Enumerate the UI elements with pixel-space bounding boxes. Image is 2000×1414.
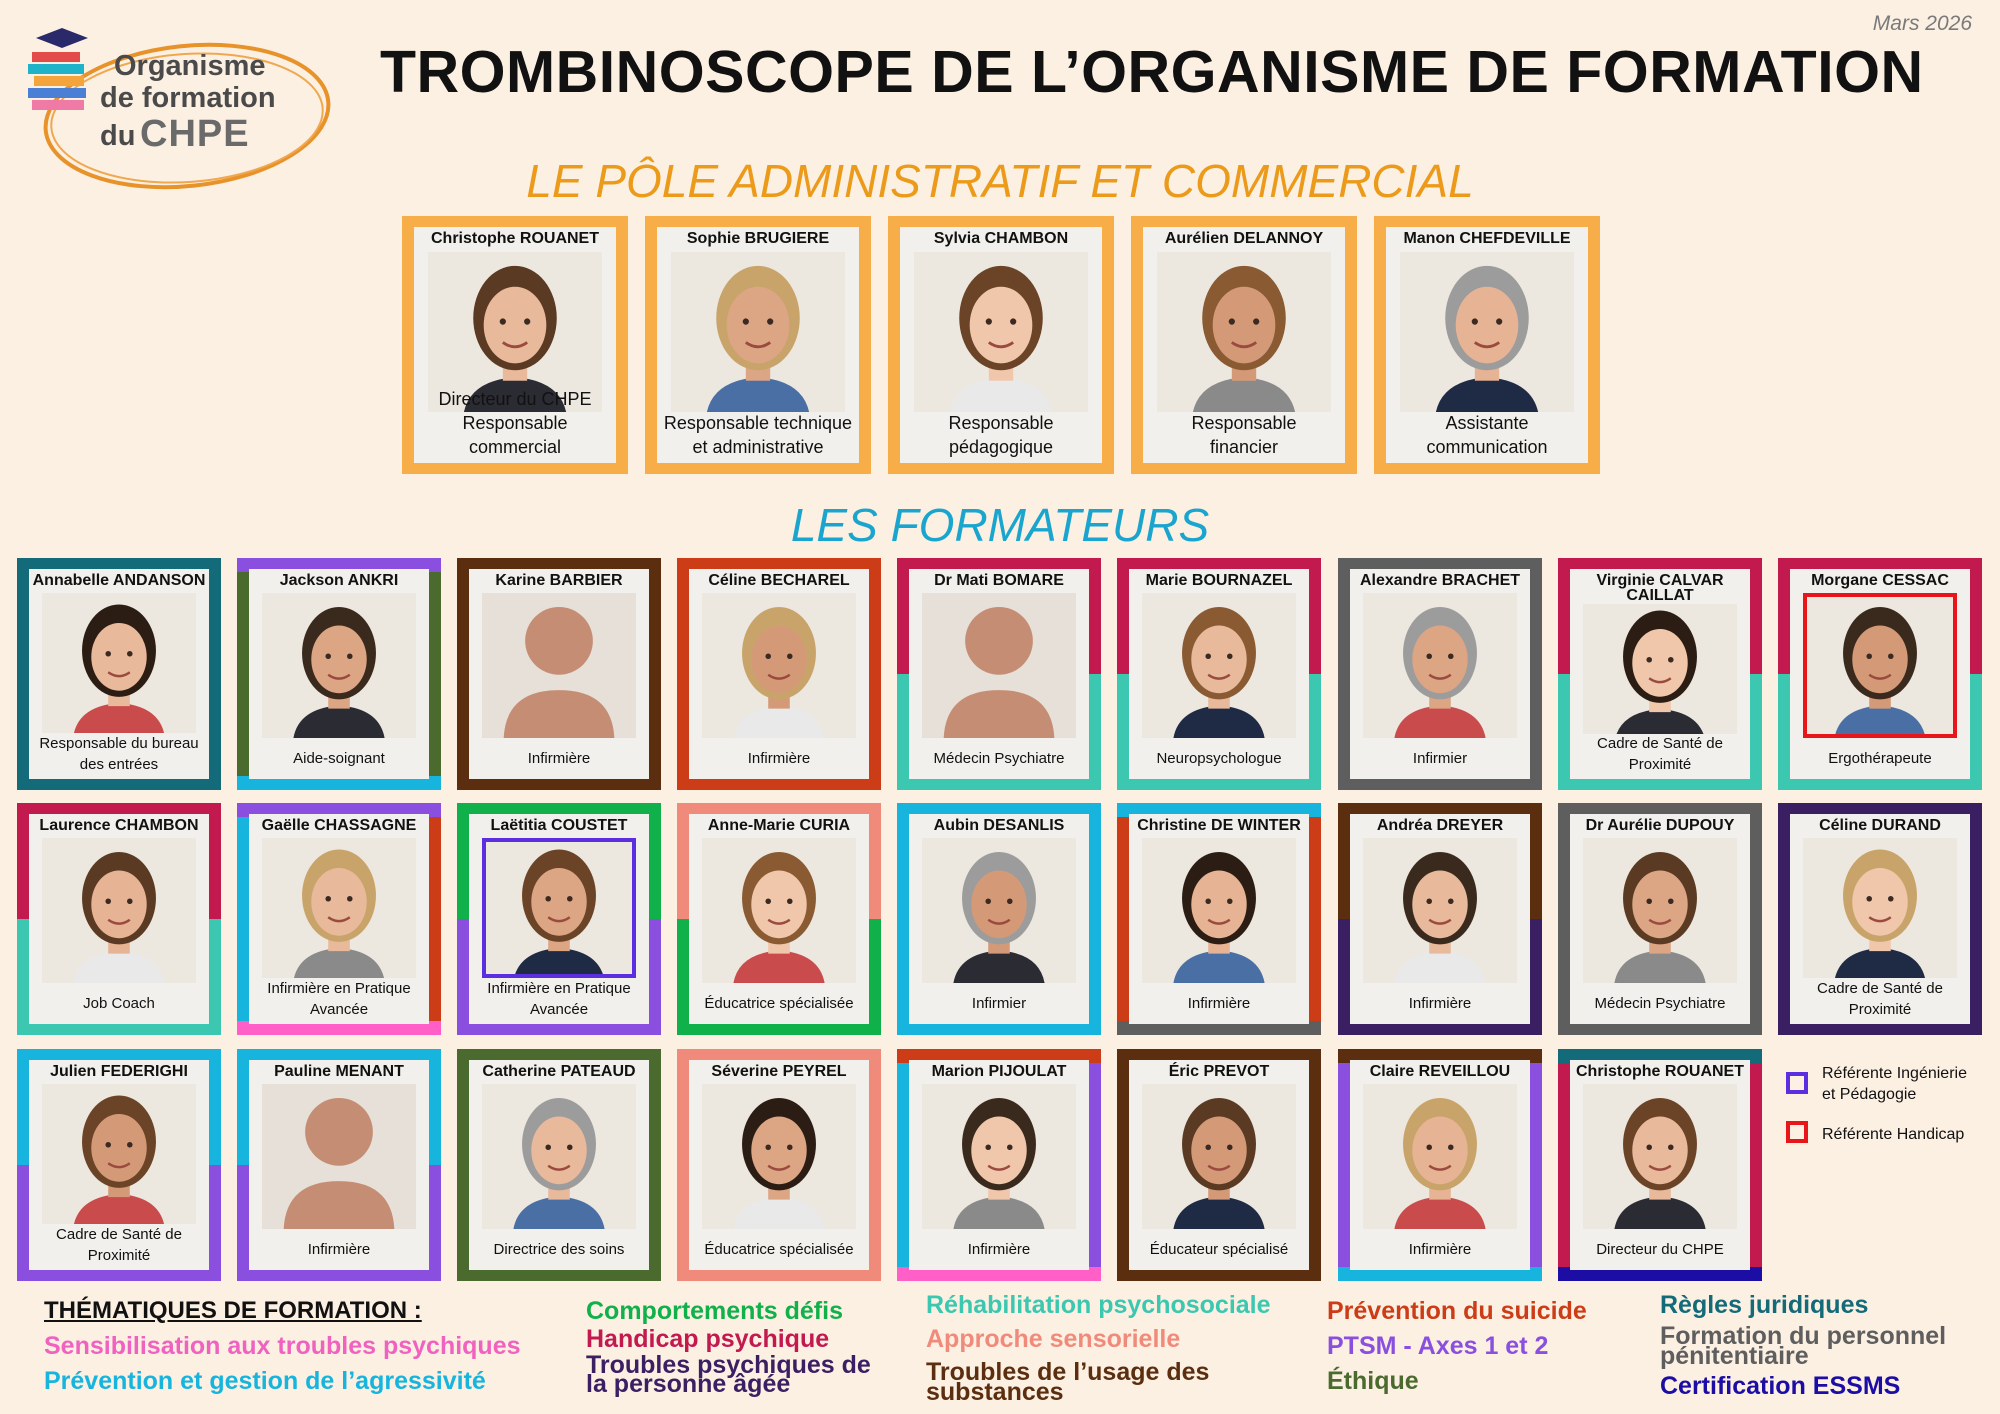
trainer-card bbox=[237, 558, 441, 790]
person-name: Karine BARBIER bbox=[495, 572, 623, 589]
admin-card bbox=[402, 216, 628, 474]
person-role bbox=[414, 387, 616, 459]
trainer-card bbox=[457, 803, 661, 1035]
person-role bbox=[909, 1239, 1089, 1260]
person-photo bbox=[1363, 1084, 1517, 1229]
person-role-line: Cadre de Santé de bbox=[1597, 735, 1723, 752]
card-inner bbox=[469, 1060, 649, 1270]
logo-brand: CHPE bbox=[140, 113, 250, 155]
person-name: Claire REVEILLOU bbox=[1369, 1063, 1511, 1080]
trainer-card bbox=[1117, 558, 1321, 790]
card-inner bbox=[249, 1060, 429, 1270]
logo-line2: de formation bbox=[100, 82, 276, 114]
person-name: Christophe ROUANET bbox=[1576, 1063, 1744, 1080]
card-inner bbox=[1570, 1060, 1750, 1270]
person-photo bbox=[42, 1084, 196, 1224]
person-role-line: Responsable bbox=[948, 413, 1054, 433]
person-role-line: Infirmière bbox=[1408, 1241, 1472, 1258]
person-name: Catherine PATEAUD bbox=[482, 1063, 636, 1080]
person-name: Anne-Marie CURIA bbox=[707, 817, 851, 834]
card-inner bbox=[1350, 569, 1530, 779]
card-inner bbox=[689, 569, 869, 779]
person-name: Julien FEDERIGHI bbox=[50, 1063, 188, 1080]
person-role bbox=[909, 993, 1089, 1014]
person-name: Dr Aurélie DUPOUY bbox=[1585, 817, 1735, 834]
trainer-card bbox=[17, 558, 221, 790]
person-role bbox=[469, 1239, 649, 1260]
person-role-line: communication bbox=[1426, 437, 1548, 457]
theme-item: Certification ESSMS bbox=[1660, 1372, 1901, 1400]
legend-label-purple: Référente Ingénierie et Pédagogie bbox=[1822, 1065, 1967, 1103]
trainer-card bbox=[897, 1049, 1101, 1281]
themes-heading: THÉMATIQUES DE FORMATION : bbox=[44, 1297, 422, 1324]
card-inner bbox=[469, 814, 649, 1024]
legend-label-red: Référente Handicap bbox=[1822, 1126, 1965, 1143]
person-role bbox=[1350, 748, 1530, 769]
person-name: Christine DE WINTER bbox=[1137, 817, 1301, 834]
theme-item: Sensibilisation aux troubles psychiques bbox=[44, 1332, 521, 1360]
person-name: Morgane CESSAC bbox=[1811, 572, 1949, 589]
person-photo bbox=[262, 1084, 416, 1229]
person-role bbox=[900, 411, 1102, 459]
person-role-line: Cadre de Santé de bbox=[1817, 980, 1943, 997]
trainer-card bbox=[677, 803, 881, 1035]
person-role-line: Proximité bbox=[1848, 1001, 1912, 1018]
person-role-line: Job Coach bbox=[83, 995, 155, 1012]
theme-item: Troubles de l’usage des substances bbox=[926, 1358, 1210, 1406]
card-inner bbox=[249, 569, 429, 779]
person-role bbox=[689, 1239, 869, 1260]
person-name: Pauline MENANT bbox=[274, 1063, 404, 1080]
person-role-line: Éducateur spécialisé bbox=[1149, 1241, 1289, 1258]
person-name: Andréa DREYER bbox=[1376, 817, 1504, 834]
person-photo bbox=[1142, 593, 1296, 738]
card-inner bbox=[1570, 569, 1750, 779]
person-role-line: Infirmière bbox=[1408, 995, 1472, 1012]
trainer-card bbox=[1117, 1049, 1321, 1281]
date-label: Mars 2026 bbox=[1872, 12, 1972, 35]
card-inner bbox=[1129, 1060, 1309, 1270]
person-role bbox=[1129, 1239, 1309, 1260]
person-photo bbox=[1363, 838, 1517, 983]
person-role-line: pédagogique bbox=[948, 437, 1054, 457]
trainer-card bbox=[897, 558, 1101, 790]
person-role-line: Éducatrice spécialisée bbox=[704, 1241, 854, 1258]
trainer-card bbox=[897, 803, 1101, 1035]
person-role-line: Éducatrice spécialisée bbox=[704, 995, 854, 1012]
trainer-card bbox=[1558, 558, 1762, 790]
admin-card bbox=[1131, 216, 1357, 474]
person-role bbox=[1790, 748, 1970, 769]
person-role-line: Infirmière bbox=[307, 1241, 371, 1258]
person-role-line: Responsable commercial bbox=[462, 413, 568, 457]
person-role bbox=[1570, 733, 1750, 775]
theme-item: Formation du personnel pénitentiaire bbox=[1660, 1322, 1947, 1370]
person-role bbox=[249, 978, 429, 1020]
person-role-line: et administrative bbox=[692, 437, 824, 457]
trainer-card bbox=[677, 1049, 881, 1281]
person-name: Aurélien DELANNOY bbox=[1164, 230, 1324, 247]
person-role-line: Assistante bbox=[1445, 413, 1529, 433]
card-inner bbox=[909, 569, 1089, 779]
legend-swatch-purple bbox=[1786, 1072, 1808, 1094]
person-name: Céline BECHAREL bbox=[708, 572, 850, 589]
person-photo bbox=[702, 838, 856, 983]
trainer-card bbox=[1558, 1049, 1762, 1281]
person-photo bbox=[42, 838, 196, 983]
person-role-line: Infirmier bbox=[971, 995, 1027, 1012]
card-inner bbox=[414, 227, 616, 463]
person-photo bbox=[1583, 838, 1737, 983]
person-photo bbox=[922, 593, 1076, 738]
person-name: Marie BOURNAZEL bbox=[1145, 572, 1293, 589]
trainer-card bbox=[677, 558, 881, 790]
person-role-line: Directrice des soins bbox=[493, 1241, 625, 1258]
trainer-card bbox=[17, 803, 221, 1035]
person-role-line: Infirmière bbox=[967, 1241, 1031, 1258]
person-name: Dr Mati BOMARE bbox=[934, 572, 1064, 589]
person-photo bbox=[42, 593, 196, 733]
page-title: TROMBINOSCOPE DE L’ORGANISME DE FORMATION bbox=[380, 39, 1924, 105]
person-role-line: Avancée bbox=[529, 1001, 589, 1018]
person-role bbox=[1386, 411, 1588, 459]
person-role-line: Cadre de Santé de bbox=[56, 1226, 182, 1243]
card-inner bbox=[689, 814, 869, 1024]
card-inner bbox=[29, 814, 209, 1024]
person-role-line: Responsable bbox=[1191, 413, 1297, 433]
person-photo bbox=[1142, 838, 1296, 983]
theme-item: Prévention et gestion de l’agressivité bbox=[44, 1367, 486, 1395]
person-name: Marion PIJOULAT bbox=[931, 1063, 1067, 1080]
card-inner bbox=[1350, 1060, 1530, 1270]
theme-item: Prévention du suicide bbox=[1327, 1297, 1587, 1325]
person-name: Éric PREVOT bbox=[1168, 1063, 1270, 1080]
person-photo bbox=[1400, 252, 1574, 412]
trainer-card bbox=[1778, 558, 1982, 790]
person-role-line: Médecin Psychiatre bbox=[933, 750, 1065, 767]
person-role bbox=[689, 748, 869, 769]
person-role-line: financier bbox=[1209, 437, 1279, 457]
person-role-line: Avancée bbox=[309, 1001, 369, 1018]
theme-item: PTSM - Axes 1 et 2 bbox=[1327, 1332, 1549, 1360]
person-photo bbox=[702, 1084, 856, 1229]
person-photo bbox=[922, 1084, 1076, 1229]
person-role-line: Infirmière bbox=[527, 750, 591, 767]
person-role-line: des entrées bbox=[79, 756, 159, 773]
person-photo bbox=[922, 838, 1076, 983]
card-inner bbox=[657, 227, 859, 463]
theme-item: Handicap psychique bbox=[586, 1325, 830, 1353]
person-role-line: Neuropsychologue bbox=[1156, 750, 1282, 767]
person-role bbox=[1570, 993, 1750, 1014]
theme-item: Approche sensorielle bbox=[926, 1325, 1181, 1353]
person-name: Manon CHEFDEVILLE bbox=[1403, 230, 1571, 247]
person-name: Alexandre BRACHET bbox=[1359, 572, 1521, 589]
trainer-card bbox=[1558, 803, 1762, 1035]
trainer-card bbox=[1778, 803, 1982, 1035]
person-role-line: Directeur du CHPE bbox=[438, 389, 592, 409]
person-photo bbox=[482, 1084, 636, 1229]
person-name: Sylvia CHAMBON bbox=[933, 230, 1069, 247]
person-role-line: Ergothérapeute bbox=[1828, 750, 1932, 767]
card-inner bbox=[1386, 227, 1588, 463]
person-photo bbox=[1157, 252, 1331, 412]
logo-line1: Organisme bbox=[114, 50, 266, 82]
person-role bbox=[1129, 748, 1309, 769]
card-inner bbox=[1129, 569, 1309, 779]
referent-pedagogy-frame bbox=[482, 838, 636, 978]
person-role bbox=[657, 411, 859, 459]
person-role-line: Aide-soignant bbox=[293, 750, 385, 767]
person-photo bbox=[702, 593, 856, 738]
person-photo bbox=[671, 252, 845, 412]
card-inner bbox=[469, 569, 649, 779]
person-name: Annabelle ANDANSON bbox=[32, 572, 206, 589]
card-inner bbox=[900, 227, 1102, 463]
person-role bbox=[29, 1224, 209, 1266]
person-role bbox=[1570, 1239, 1750, 1260]
logo-line3: du bbox=[100, 120, 136, 152]
legend-swatch-red bbox=[1786, 1121, 1808, 1143]
admin-card bbox=[888, 216, 1114, 474]
person-role bbox=[469, 748, 649, 769]
theme-item: Réhabilitation psychosociale bbox=[926, 1291, 1271, 1319]
person-role-line: Infirmière en Pratique bbox=[267, 980, 411, 997]
admin-card bbox=[1374, 216, 1600, 474]
trainer-card bbox=[457, 558, 661, 790]
card-inner bbox=[1570, 814, 1750, 1024]
trainer-card bbox=[1338, 558, 1542, 790]
person-photo bbox=[1803, 838, 1957, 978]
person-role-line: Responsable du bureau bbox=[39, 735, 199, 752]
person-role-line: Responsable technique bbox=[663, 413, 853, 433]
person-name: Jackson ANKRI bbox=[279, 572, 399, 589]
card-inner bbox=[1143, 227, 1345, 463]
trainer-card bbox=[457, 1049, 661, 1281]
card-inner bbox=[1790, 814, 1970, 1024]
person-photo bbox=[262, 593, 416, 738]
person-role bbox=[249, 1239, 429, 1260]
person-role bbox=[249, 748, 429, 769]
person-photo bbox=[1583, 1084, 1737, 1229]
person-name: Sophie BRUGIERE bbox=[686, 230, 830, 247]
section-title-trainers: LES FORMATEURS bbox=[790, 499, 1210, 551]
person-photo bbox=[262, 838, 416, 978]
person-role bbox=[1350, 993, 1530, 1014]
theme-item: Comportements défis bbox=[586, 1297, 843, 1325]
trainer-card bbox=[1338, 1049, 1542, 1281]
admin-card bbox=[645, 216, 871, 474]
card-inner bbox=[29, 569, 209, 779]
person-role bbox=[909, 748, 1089, 769]
person-role bbox=[29, 993, 209, 1014]
card-inner bbox=[909, 814, 1089, 1024]
person-photo bbox=[914, 252, 1088, 412]
card-inner bbox=[1790, 569, 1970, 779]
person-role bbox=[29, 733, 209, 775]
person-name: Céline DURAND bbox=[1819, 817, 1941, 834]
person-role-line: Infirmière en Pratique bbox=[487, 980, 631, 997]
person-role bbox=[689, 993, 869, 1014]
person-role bbox=[1350, 1239, 1530, 1260]
person-role-line: Infirmière bbox=[747, 750, 811, 767]
trainer-card bbox=[1117, 803, 1321, 1035]
person-name: Gaëlle CHASSAGNE bbox=[261, 817, 417, 834]
person-role bbox=[469, 978, 649, 1020]
person-photo bbox=[482, 593, 636, 738]
person-name: Virginie CALVAR CAILLAT bbox=[1596, 572, 1724, 604]
card-inner bbox=[1350, 814, 1530, 1024]
trainer-card bbox=[1338, 803, 1542, 1035]
person-role-line: Infirmière bbox=[1187, 995, 1251, 1012]
section-title-admin: LE PÔLE ADMINISTRATIF ET COMMERCIAL bbox=[526, 155, 1474, 207]
card-inner bbox=[29, 1060, 209, 1270]
person-name: Christophe ROUANET bbox=[431, 230, 599, 247]
person-role-line: Proximité bbox=[87, 1247, 151, 1264]
theme-item: Éthique bbox=[1327, 1367, 1419, 1395]
person-name: Laëtitia COUSTET bbox=[490, 817, 628, 834]
referent-handicap-frame bbox=[1803, 593, 1957, 738]
person-role bbox=[1129, 993, 1309, 1014]
person-name: Laurence CHAMBON bbox=[39, 817, 199, 834]
theme-item: Troubles psychiques de la personne âgée bbox=[586, 1351, 871, 1398]
trainer-card bbox=[237, 1049, 441, 1281]
person-name: Séverine PEYREL bbox=[711, 1063, 847, 1080]
person-name: Aubin DESANLIS bbox=[933, 817, 1065, 834]
person-photo bbox=[1142, 1084, 1296, 1229]
theme-item: Règles juridiques bbox=[1660, 1291, 1869, 1319]
person-role-line: Infirmier bbox=[1412, 750, 1468, 767]
trainer-card bbox=[17, 1049, 221, 1281]
card-inner bbox=[249, 814, 429, 1024]
person-photo bbox=[1363, 593, 1517, 738]
person-role-line: Médecin Psychiatre bbox=[1594, 995, 1726, 1012]
trainer-card bbox=[237, 803, 441, 1035]
person-role bbox=[1790, 978, 1970, 1020]
card-inner bbox=[909, 1060, 1089, 1270]
card-inner bbox=[1129, 814, 1309, 1024]
person-role-line: Proximité bbox=[1628, 756, 1692, 773]
card-inner bbox=[689, 1060, 869, 1270]
person-role-line: Directeur du CHPE bbox=[1596, 1241, 1724, 1258]
person-photo bbox=[1583, 604, 1737, 734]
person-role bbox=[1143, 411, 1345, 459]
